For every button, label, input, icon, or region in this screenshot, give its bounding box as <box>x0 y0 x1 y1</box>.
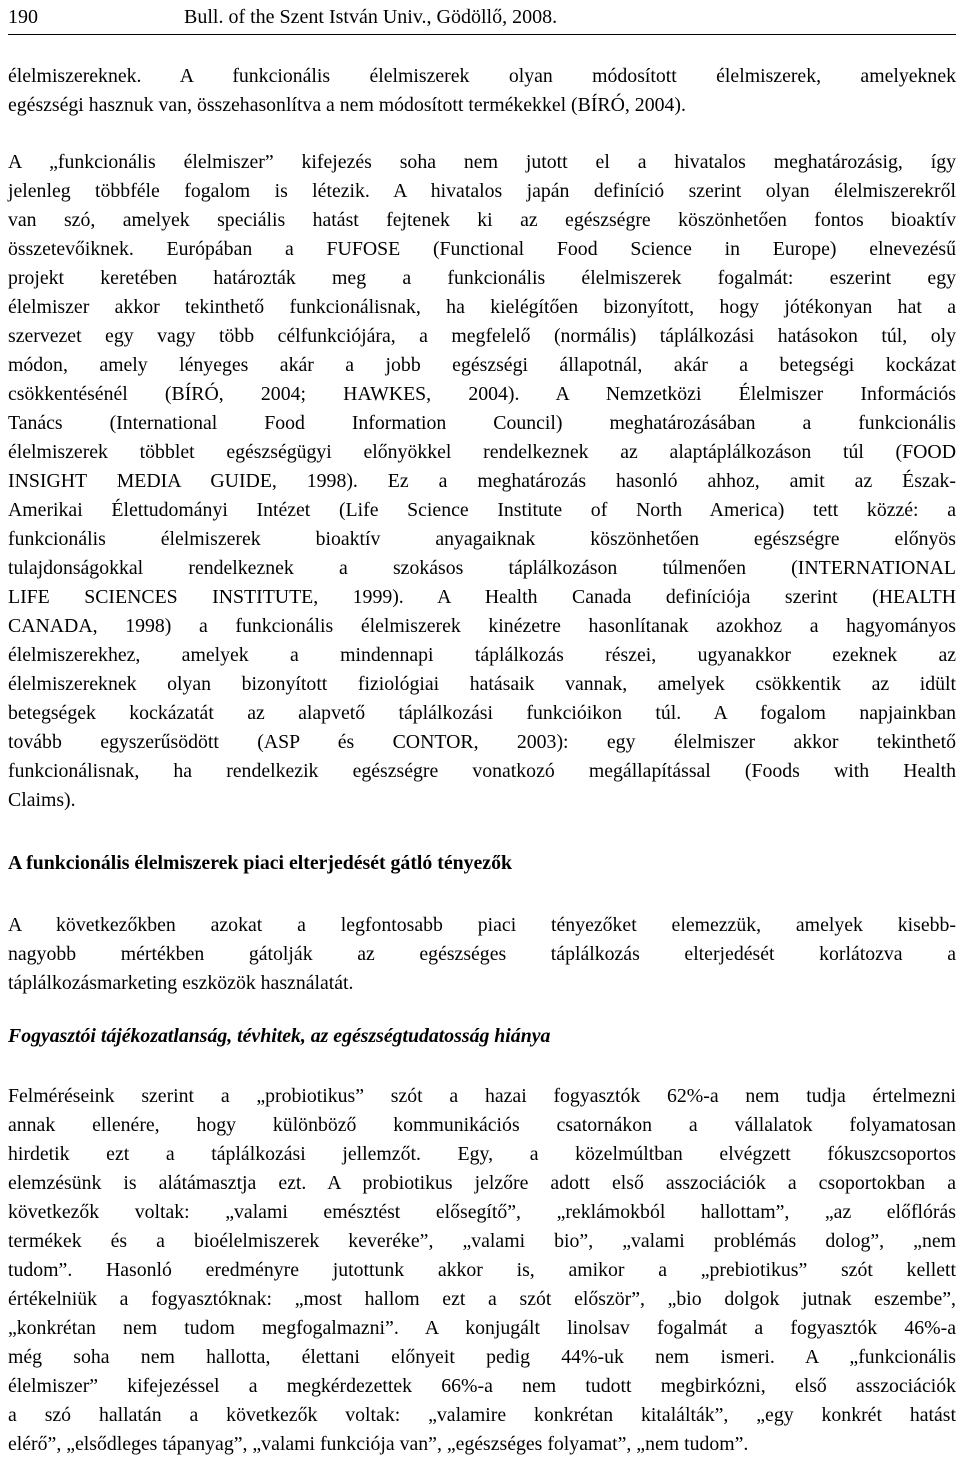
text-line: „konkrétan nem tudom megfogalmazni”. A konjugált linolsav fogalmát a fogyasztók 46%-a <box>8 1317 956 1339</box>
text-line: élelmiszer” kifejezéssel a megkérdezettek 66%-a nem tudott megbirkózni, első asszociációk <box>8 1375 956 1397</box>
text-line: A „funkcionális élelmiszer” kifejezés soha nem jutott el a hivatalos meghatározásig, így <box>8 151 956 173</box>
text-line: Felméréseink szerint a „probiotikus” szót a hazai fogyasztók 62%-a nem tudja értelmezni <box>8 1085 956 1107</box>
text-line: összetevőiknek. Európában a FUFOSE (Functional Food Science in Europe) elnevezésű <box>8 238 956 260</box>
text-line: funkcionális élelmiszerek bioaktív anyagaiknak köszönhetően egészségre előnyös <box>8 528 956 550</box>
text-line: következők voltak: „valami emésztést elősegítő”, „reklámokból hallottam”, „az előflórás <box>8 1201 956 1223</box>
text-line: élelmiszereknek olyan bizonyított fiziológiai hatásaik vannak, amelyek csökkentik az idült <box>8 673 956 695</box>
text-line: egészségi hasznuk van, összehasonlítva a nem módosított termékekkel (BÍRÓ, 2004). <box>8 94 686 116</box>
text-line: a szó hallatán a következők voltak: „valamire konkrétan kitalálták”, „egy konkrét hatást <box>8 1404 956 1426</box>
text-line: INSIGHT MEDIA GUIDE, 1998). Ez a meghatározás hasonló ahhoz, amit az Észak- <box>8 470 956 492</box>
text-line: élelmiszerekhez, amelyek a mindennapi táplálkozás részei, ugyanakkor ezeknek az <box>8 644 956 666</box>
text-line: Tanács (International Food Information Council) meghatározásában a funkcionális <box>8 412 956 434</box>
text-line: tovább egyszerűsödött (ASP és CONTOR, 2003): egy élelmiszer akkor tekinthető <box>8 731 956 753</box>
text-line: projekt keretében határozták meg a funkcionális élelmiszerek fogalmát: eszerint egy <box>8 267 956 289</box>
page-number: 190 <box>8 6 38 28</box>
paragraph-2 <box>8 148 956 815</box>
subsection-heading: Fogyasztói tájékozatlanság, tévhitek, az egészségtudatosság hiánya <box>8 1025 551 1047</box>
journal-title: Bull. of the Szent István Univ., Gödöllő, 2008. <box>184 6 558 28</box>
text-line: hirdetik ezt a táplálkozási jellemzőt. Egy, a közelmúltban elvégzett fókuszcsoportos <box>8 1143 956 1165</box>
text-line: csökkentésénél (BÍRÓ, 2004; HAWKES, 2004). A Nemzetközi Élelmiszer Információs <box>8 383 956 405</box>
paragraph-4 <box>8 1082 956 1459</box>
text-line: annak ellenére, hogy különböző kommunikációs csatornákon a vállalatok folyamatosan <box>8 1114 956 1136</box>
text-line: még soha nem hallotta, élettani előnyeit pedig 44%-uk nem ismeri. A „funkcionális <box>8 1346 956 1368</box>
text-line: jelenleg többféle fogalom is létezik. A hivatalos japán definíció szerint olyan élelmiszerekről <box>8 180 956 202</box>
text-line: elemzésünk is alátámasztja ezt. A probiotikus jelzőre adott első asszociációk a csoportokban a <box>8 1172 956 1194</box>
text-line: tulajdonságokkal rendelkeznek a szokásos táplálkozáson túlmenően (INTERNATIONAL <box>8 557 956 579</box>
text-line: van szó, amelyek speciális hatást fejtenek ki az egészségre köszönhetően fontos bioaktív <box>8 209 956 231</box>
text-line: CANADA, 1998) a funkcionális élelmiszerek kinézetre hasonlítanak azokhoz a hagyományos <box>8 615 956 637</box>
text-line: Claims). <box>8 789 76 811</box>
text-line: tudom”. Hasonló eredményre jutottunk akkor is, amikor a „prebiotikus” szót kellett <box>8 1259 956 1281</box>
paragraph-1 <box>8 62 956 120</box>
text-line: LIFE SCIENCES INSTITUTE, 1999). A Health Canada definíciója szerint (HEALTH <box>8 586 956 608</box>
text-line: betegségek kockázatát az alapvető táplálkozási funkcióikon túl. A fogalom napjainkban <box>8 702 956 724</box>
text-line: A következőkben azokat a legfontosabb piaci tényezőket elemezzük, amelyek kisebb- <box>8 914 956 936</box>
text-line: élelmiszerek többlet egészségügyi előnyökkel rendelkeznek az alaptáplálkozáson túl (FOOD <box>8 441 956 463</box>
section-heading: A funkcionális élelmiszerek piaci elterjedését gátló tényezők <box>8 852 512 874</box>
text-line: élelmiszer akkor tekinthető funkcionálisnak, ha kielégítően bizonyított, hogy jótékonyan hat a <box>8 296 956 318</box>
text-line: Amerikai Élettudományi Intézet (Life Science Institute of North America) tett közzé: a <box>8 499 956 521</box>
text-line: élelmiszereknek. A funkcionális élelmiszerek olyan módosított élelmiszerek, amelyeknek <box>8 65 956 87</box>
running-header <box>8 0 956 35</box>
text-line: elérő”, „elsődleges tápanyag”, „valami funkciója van”, „egészséges folyamat”, „nem tudom”. <box>8 1433 749 1455</box>
text-line: módon, amely lényeges akár a jobb egészségi állapotnál, akár a betegségi kockázat <box>8 354 956 376</box>
text-line: termékek és a bioélelmiszerek keveréke”, „valami bio”, „valami problémás dolog”, „nem <box>8 1230 956 1252</box>
paragraph-3 <box>8 911 956 998</box>
text-line: nagyobb mértékben gátolják az egészséges táplálkozás elterjedését korlátozva a <box>8 943 956 965</box>
text-line: funkcionálisnak, ha rendelkezik egészségre vonatkozó megállapítással (Foods with Health <box>8 760 956 782</box>
text-line: táplálkozásmarketing eszközök használatát. <box>8 972 354 994</box>
text-line: értékelniük a fogyasztóknak: „most hallom ezt a szót először”, „bio dolgok jutnak eszembe”, <box>8 1288 956 1310</box>
text-line: szervezet egy vagy több célfunkciójára, a megfelelő (normális) táplálkozási hatásokon túl, oly <box>8 325 956 347</box>
